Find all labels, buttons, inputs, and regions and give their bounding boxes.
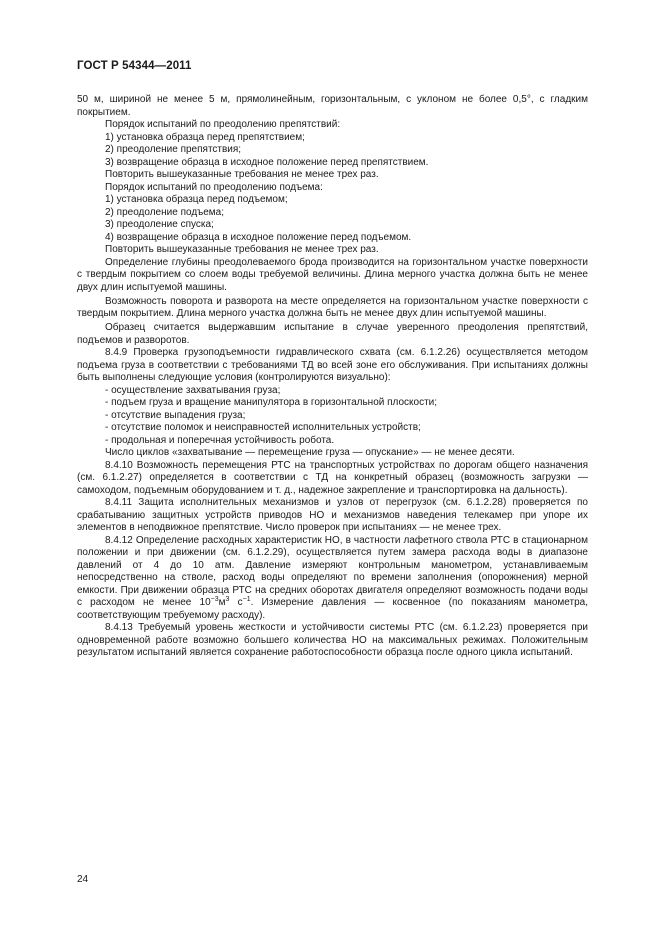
paragraph: Возможность поворота и разворота на месте определяется на горизонтальном участке поверхности с твердым покрытием. Длина мерного участка должна быть не менее двух длин испытуемой машины. [77, 295, 588, 319]
list-item: - продольная и поперечная устойчивость робота. [105, 434, 335, 446]
list-item: 2) преодоление подъема; [105, 206, 224, 218]
paragraph: Порядок испытаний по преодолению препятствий: [105, 119, 341, 130]
paragraph-text: . Измерение давления — косвенное (по показаниям манометра, соответствующим требуемому расходу). [77, 597, 589, 621]
superscript: −1 [242, 596, 251, 603]
list-item: - осуществление захватывания груза; [105, 384, 281, 396]
paragraph: 8.4.13 Требуемый уровень жесткости и устойчивости системы РТС (см. 6.1.2.23) проверяется при одновременной работе возможно большего количества НО на максимальных режимах. Положительным результатом испытаний является сохранение работоспособности образца после одного цикла испытаний. [77, 622, 588, 658]
list-item: - отсутствие выпадения груза; [105, 409, 246, 421]
list-item: 3) преодоление спуска; [105, 219, 214, 230]
paragraph-text: с [229, 597, 243, 608]
superscript: 3 [225, 596, 230, 603]
list-item: 2) преодоление препятствия; [105, 144, 242, 155]
paragraph: 8.4.9 Проверка грузоподъемности гидравлического схвата (см. 6.1.2.26) осуществляется методом подъема груза в соответствии с требованиями ТД во всей зоне его обслуживания. При испытаниях должны быть выполнены следующие условия (контролируются визуально): [77, 347, 588, 383]
paragraph-text: 8.4.12 Определение расходных характеристик НО, в частности лафетного ствола РТС в стационарном положении и при движении (см. 6.1.2.29), осуществляется путем замера расхода воды в диапазоне давлений от 4 до 10 атм. Давление измеряют контрольным манометром, устанавливаемым непосредственно на стволе, расход воды определяют по времени заполнения (опорожнения) мерной емкости. При движении образца РТС на средних оборотах двигателя определяют возможность подачи воды с расходом не менее 10 [77, 534, 588, 608]
list-item: 4) возвращение образца в исходное положение перед подъемом. [105, 231, 412, 243]
list-item: 1) установка образца перед подъемом; [105, 194, 288, 205]
paragraph: Повторить вышеуказанные требования не менее трех раз. [105, 244, 379, 255]
superscript: −3 [210, 596, 219, 603]
list-item: - отсутствие поломок и неисправностей исполнительных устройств; [105, 422, 421, 433]
document-body [77, 94, 588, 660]
list-item: - подъем груза и вращение манипулятора в горизонтальной плоскости; [105, 397, 438, 408]
paragraph: Порядок испытаний по преодолению подъема: [105, 181, 323, 193]
paragraph: Повторить вышеуказанные требования не менее трех раз. [105, 169, 379, 180]
paragraph: 8.4.10 Возможность перемещения РТС на транспортных устройствах по дорогам общего назначения (см. 6.1.2.27) определяется в соответствии с ТД на конкретный образец (возможность загрузки — самоходом, подъемным оборудованием и т. д., надежное закрепление и транспортировка на дальность). [77, 459, 588, 496]
list-item: 3) возвращение образца в исходное положение перед препятствием. [105, 156, 429, 168]
paragraph: 8.4.11 Защита исполнительных механизмов и узлов от перегрузок (см. 6.1.2.28) проверяется по срабатыванию защитных устройств приводов НО и механизмов наведения телекамер при упоре их элементов в неподвижное препятствие. Число проверок при испытаниях — не менее трех. [77, 497, 588, 533]
page-number: 24 [77, 874, 89, 885]
paragraph: 50 м, шириной не менее 5 м, прямолинейным, горизонтальным, с уклоном не более 0,5°, с гладким покрытием. [77, 94, 588, 118]
paragraph: Образец считается выдержавшим испытание в случае уверенного преодоления препятствий, подъемов и разворотов. [77, 322, 588, 346]
list-item: 1) установка образца перед препятствием; [105, 131, 305, 143]
paragraph: Число циклов «захватывание — перемещение груза — опускание» — не менее десяти. [105, 447, 515, 458]
paragraph: Определение глубины преодолеваемого брода производится на горизонтальном участке поверхности с твердым покрытием со слоем воды требуемой величины. Длина мерного участка должна быть не менее двух длин испытуемой машины. [77, 256, 588, 293]
document-header: ГОСТ Р 54344—2011 [77, 60, 192, 72]
paragraph [77, 535, 588, 623]
paragraph-text: м [218, 597, 226, 608]
